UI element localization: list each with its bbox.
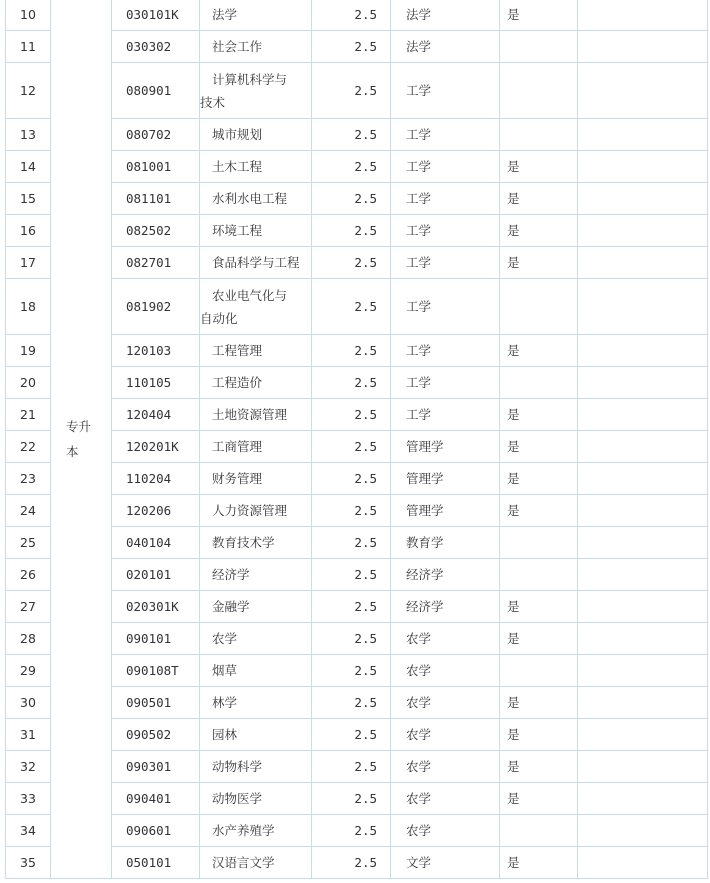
study-years-cell: 2.5 (312, 151, 391, 183)
flag-cell: 是 (500, 719, 578, 751)
major-code-cell: 040104 (112, 527, 200, 559)
major-name-cell (200, 815, 312, 847)
flag-cell: 是 (500, 463, 578, 495)
table-row (6, 119, 708, 151)
row-number-cell: 35 (6, 847, 51, 879)
empty-cell (578, 687, 708, 719)
flag-cell (500, 367, 578, 399)
study-years-cell: 2.5 (312, 119, 391, 151)
flag-cell: 是 (500, 783, 578, 815)
table-row (6, 527, 708, 559)
flag-cell: 是 (500, 687, 578, 719)
major-name-text: 工程造价 (212, 375, 263, 390)
major-code-cell: 080702 (112, 119, 200, 151)
row-number-cell: 17 (6, 247, 51, 279)
row-number-cell: 20 (6, 367, 51, 399)
major-name-cell (200, 847, 312, 879)
empty-cell (578, 63, 708, 119)
empty-cell (578, 0, 708, 31)
table-row (6, 399, 708, 431)
row-number-cell: 29 (6, 655, 51, 687)
major-name-text: 烟草 (212, 663, 238, 678)
table-row (6, 623, 708, 655)
major-name-cell (200, 151, 312, 183)
flag-cell: 是 (500, 847, 578, 879)
table-row (6, 591, 708, 623)
empty-cell (578, 527, 708, 559)
major-name-text: 经济学 (212, 567, 250, 582)
table-row (6, 279, 708, 335)
major-name-cell (200, 63, 312, 119)
major-name-text: 环境工程 (212, 223, 263, 238)
empty-cell (578, 783, 708, 815)
discipline-cell: 文学 (391, 847, 500, 879)
discipline-cell: 工学 (391, 151, 500, 183)
major-code-cell: 050101 (112, 847, 200, 879)
row-number-cell: 28 (6, 623, 51, 655)
discipline-cell: 教育学 (391, 527, 500, 559)
row-number-cell: 16 (6, 215, 51, 247)
table-row (6, 215, 708, 247)
row-number-cell: 33 (6, 783, 51, 815)
discipline-cell: 工学 (391, 183, 500, 215)
row-number-cell: 18 (6, 279, 51, 335)
table-row (6, 151, 708, 183)
discipline-cell: 农学 (391, 687, 500, 719)
major-name-text: 动物医学 (212, 791, 263, 806)
major-name-text: 林学 (212, 695, 238, 710)
major-code-cell: 030101K (112, 0, 200, 31)
table-row (6, 183, 708, 215)
major-name-cell (200, 655, 312, 687)
empty-cell (578, 751, 708, 783)
flag-cell: 是 (500, 215, 578, 247)
table-row (6, 655, 708, 687)
major-name-cell (200, 247, 312, 279)
major-name-text: 水利水电工程 (212, 191, 288, 206)
major-code-cell: 120404 (112, 399, 200, 431)
empty-cell (578, 119, 708, 151)
study-years-cell: 2.5 (312, 0, 391, 31)
study-years-cell: 2.5 (312, 687, 391, 719)
major-code-cell: 030302 (112, 31, 200, 63)
study-years-cell: 2.5 (312, 495, 391, 527)
row-number-cell: 32 (6, 751, 51, 783)
study-years-cell: 2.5 (312, 279, 391, 335)
table-row (6, 431, 708, 463)
discipline-cell: 经济学 (391, 591, 500, 623)
level-label: 专升本 (66, 418, 92, 459)
study-years-cell: 2.5 (312, 367, 391, 399)
major-code-cell: 090108T (112, 655, 200, 687)
major-name-cell (200, 183, 312, 215)
flag-cell (500, 119, 578, 151)
major-name-text: 金融学 (212, 599, 250, 614)
study-years-cell: 2.5 (312, 183, 391, 215)
discipline-cell: 工学 (391, 335, 500, 367)
table-row (6, 63, 708, 119)
major-code-cell: 090301 (112, 751, 200, 783)
discipline-cell: 管理学 (391, 431, 500, 463)
empty-cell (578, 559, 708, 591)
major-name-text: 土木工程 (212, 159, 263, 174)
empty-cell (578, 719, 708, 751)
table-row (6, 783, 708, 815)
row-number-cell: 13 (6, 119, 51, 151)
row-number-cell: 24 (6, 495, 51, 527)
major-name-cell (200, 0, 312, 31)
flag-cell: 是 (500, 335, 578, 367)
major-code-cell: 080901 (112, 63, 200, 119)
table-row (6, 687, 708, 719)
study-years-cell: 2.5 (312, 215, 391, 247)
study-years-cell: 2.5 (312, 431, 391, 463)
row-number-cell: 34 (6, 815, 51, 847)
flag-cell (500, 63, 578, 119)
flag-cell (500, 559, 578, 591)
majors-table-body (6, 0, 708, 879)
empty-cell (578, 655, 708, 687)
major-name-cell (200, 591, 312, 623)
flag-cell: 是 (500, 495, 578, 527)
major-name-text: 汉语言文学 (212, 855, 275, 870)
empty-cell (578, 335, 708, 367)
discipline-cell: 法学 (391, 0, 500, 31)
table-row (6, 495, 708, 527)
discipline-cell: 工学 (391, 215, 500, 247)
discipline-cell: 农学 (391, 783, 500, 815)
empty-cell (578, 247, 708, 279)
major-name-cell (200, 31, 312, 63)
study-years-cell: 2.5 (312, 719, 391, 751)
discipline-cell: 工学 (391, 399, 500, 431)
major-name-text: 动物科学 (212, 759, 263, 774)
major-code-cell: 090601 (112, 815, 200, 847)
major-name-cell (200, 687, 312, 719)
discipline-cell: 农学 (391, 623, 500, 655)
flag-cell: 是 (500, 751, 578, 783)
study-years-cell: 2.5 (312, 31, 391, 63)
major-name-text: 土地资源管理 (212, 407, 288, 422)
table-row (6, 0, 708, 31)
flag-cell: 是 (500, 183, 578, 215)
row-number-cell: 27 (6, 591, 51, 623)
discipline-cell: 工学 (391, 63, 500, 119)
discipline-cell: 管理学 (391, 463, 500, 495)
discipline-cell: 农学 (391, 751, 500, 783)
study-years-cell: 2.5 (312, 559, 391, 591)
major-name-cell (200, 623, 312, 655)
major-name-text: 财务管理 (212, 471, 263, 486)
study-years-cell: 2.5 (312, 751, 391, 783)
empty-cell (578, 399, 708, 431)
major-name-text: 人力资源管理 (212, 503, 288, 518)
major-name-cell (200, 527, 312, 559)
study-years-cell: 2.5 (312, 591, 391, 623)
discipline-cell: 农学 (391, 815, 500, 847)
major-code-cell: 090401 (112, 783, 200, 815)
major-code-cell: 120103 (112, 335, 200, 367)
major-name-cell (200, 367, 312, 399)
flag-cell (500, 31, 578, 63)
study-years-cell: 2.5 (312, 247, 391, 279)
major-name-cell (200, 559, 312, 591)
discipline-cell: 农学 (391, 655, 500, 687)
row-number-cell: 31 (6, 719, 51, 751)
study-years-cell: 2.5 (312, 399, 391, 431)
major-name-text: 社会工作 (212, 39, 263, 54)
empty-cell (578, 431, 708, 463)
study-years-cell: 2.5 (312, 527, 391, 559)
flag-cell: 是 (500, 591, 578, 623)
major-code-cell: 120206 (112, 495, 200, 527)
major-code-cell: 081001 (112, 151, 200, 183)
study-years-cell: 2.5 (312, 655, 391, 687)
row-number-cell: 21 (6, 399, 51, 431)
major-code-cell: 081902 (112, 279, 200, 335)
table-row (6, 367, 708, 399)
empty-cell (578, 151, 708, 183)
major-name-text: 教育技术学 (212, 535, 275, 550)
empty-cell (578, 463, 708, 495)
major-name-cell (200, 335, 312, 367)
major-code-cell: 020301K (112, 591, 200, 623)
study-years-cell: 2.5 (312, 847, 391, 879)
table-row (6, 559, 708, 591)
study-years-cell: 2.5 (312, 63, 391, 119)
major-name-text: 农业电气化与自动化 (200, 287, 288, 326)
major-name-text: 计算机科学与技术 (200, 71, 288, 110)
empty-cell (578, 183, 708, 215)
empty-cell (578, 623, 708, 655)
row-number-cell: 12 (6, 63, 51, 119)
major-name-cell (200, 783, 312, 815)
row-number-cell: 11 (6, 31, 51, 63)
major-name-text: 工商管理 (212, 439, 263, 454)
table-row (6, 31, 708, 63)
major-name-cell (200, 719, 312, 751)
empty-cell (578, 367, 708, 399)
study-years-cell: 2.5 (312, 623, 391, 655)
discipline-cell: 工学 (391, 247, 500, 279)
major-name-text: 法学 (212, 7, 238, 22)
major-code-cell: 082502 (112, 215, 200, 247)
major-name-text: 农学 (212, 631, 238, 646)
table-row (6, 247, 708, 279)
empty-cell (578, 591, 708, 623)
study-years-cell: 2.5 (312, 815, 391, 847)
table-row (6, 335, 708, 367)
row-number-cell: 22 (6, 431, 51, 463)
flag-cell (500, 655, 578, 687)
table-row (6, 815, 708, 847)
major-name-cell (200, 399, 312, 431)
major-name-cell (200, 495, 312, 527)
major-code-cell: 090502 (112, 719, 200, 751)
flag-cell: 是 (500, 151, 578, 183)
empty-cell (578, 495, 708, 527)
flag-cell: 是 (500, 247, 578, 279)
major-code-cell: 120201K (112, 431, 200, 463)
major-name-text: 工程管理 (212, 343, 263, 358)
row-number-cell: 23 (6, 463, 51, 495)
major-name-cell (200, 279, 312, 335)
flag-cell: 是 (500, 431, 578, 463)
empty-cell (578, 279, 708, 335)
empty-cell (578, 31, 708, 63)
major-name-cell (200, 215, 312, 247)
row-number-cell: 19 (6, 335, 51, 367)
flag-cell (500, 527, 578, 559)
discipline-cell: 工学 (391, 279, 500, 335)
discipline-cell: 经济学 (391, 559, 500, 591)
major-name-text: 园林 (212, 727, 238, 742)
row-number-cell: 25 (6, 527, 51, 559)
major-name-text: 食品科学与工程 (212, 255, 300, 270)
discipline-cell: 农学 (391, 719, 500, 751)
major-name-cell (200, 751, 312, 783)
table-row (6, 719, 708, 751)
study-years-cell: 2.5 (312, 335, 391, 367)
empty-cell (578, 215, 708, 247)
discipline-cell: 法学 (391, 31, 500, 63)
row-number-cell: 26 (6, 559, 51, 591)
major-name-text: 水产养殖学 (212, 823, 275, 838)
major-code-cell: 090101 (112, 623, 200, 655)
study-years-cell: 2.5 (312, 463, 391, 495)
majors-table (5, 0, 708, 879)
major-code-cell: 110204 (112, 463, 200, 495)
empty-cell (578, 847, 708, 879)
major-code-cell: 082701 (112, 247, 200, 279)
discipline-cell: 工学 (391, 119, 500, 151)
table-row (6, 847, 708, 879)
discipline-cell: 工学 (391, 367, 500, 399)
major-name-cell (200, 119, 312, 151)
table-row (6, 751, 708, 783)
table-row (6, 463, 708, 495)
major-name-text: 城市规划 (212, 127, 263, 142)
flag-cell: 是 (500, 623, 578, 655)
level-cell (51, 0, 112, 879)
row-number-cell: 14 (6, 151, 51, 183)
empty-cell (578, 815, 708, 847)
major-code-cell: 110105 (112, 367, 200, 399)
discipline-cell: 管理学 (391, 495, 500, 527)
flag-cell (500, 279, 578, 335)
flag-cell: 是 (500, 0, 578, 31)
major-name-cell (200, 463, 312, 495)
major-name-cell (200, 431, 312, 463)
major-code-cell: 020101 (112, 559, 200, 591)
row-number-cell: 15 (6, 183, 51, 215)
study-years-cell: 2.5 (312, 783, 391, 815)
flag-cell (500, 815, 578, 847)
flag-cell: 是 (500, 399, 578, 431)
row-number-cell: 10 (6, 0, 51, 31)
major-code-cell: 090501 (112, 687, 200, 719)
major-code-cell: 081101 (112, 183, 200, 215)
row-number-cell: 30 (6, 687, 51, 719)
